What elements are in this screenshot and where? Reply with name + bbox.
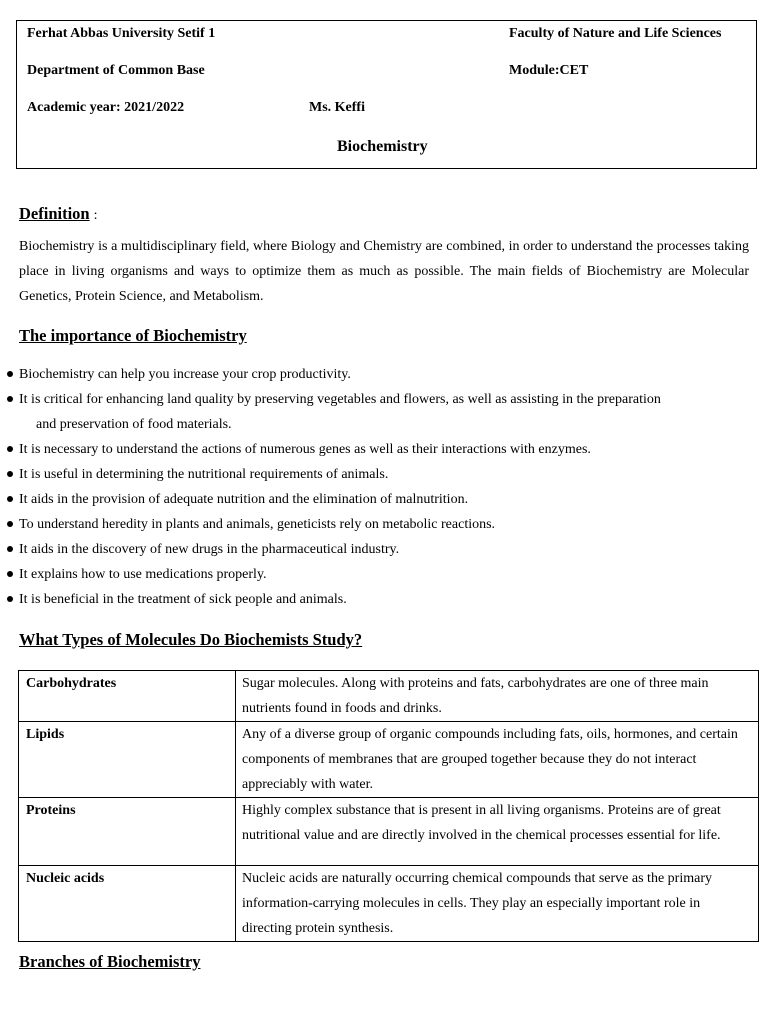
list-item-text: It is beneficial in the treatment of sick people and animals. [19,592,347,607]
table-row [19,866,759,942]
university-name: Ferhat Abbas University Setif 1 [27,26,216,41]
molecule-description: Highly complex substance that is present in all living organisms. Proteins are of great nutritional value and are directly involved in the chemical processes essential for life. [236,798,759,866]
list-item [0,587,749,612]
bullet-icon [7,571,13,577]
molecules-table [18,670,759,942]
molecule-description: Any of a diverse group of organic compounds including fats, oils, hormones, and certain components of membranes that are grouped together because they do not interact appreciably with water. [236,722,759,798]
list-item-text: It explains how to use medications properly. [19,567,267,582]
list-item [0,537,749,562]
header-box [16,20,757,169]
molecules-heading: What Types of Molecules Do Biochemists Study? [19,630,363,649]
bullet-icon [7,521,13,527]
definition-heading-row [19,204,97,224]
bullet-icon [7,496,13,502]
list-item [0,512,749,537]
department-name: Department of Common Base [27,63,205,78]
bullet-icon [7,596,13,602]
list-item [0,387,749,437]
molecule-term: Carbohydrates [19,671,236,722]
table-row [19,798,759,866]
list-item-text: Biochemistry can help you increase your crop productivity. [19,367,351,382]
course-title: Biochemistry [337,138,428,155]
academic-year: Academic year: 2021/2022 [27,100,185,115]
list-item-text-continued: and preservation of food materials. [36,417,232,432]
faculty-name: Faculty of Nature and Life Sciences [509,26,722,41]
bullet-icon [7,546,13,552]
importance-heading: The importance of Biochemistry [19,326,247,345]
molecule-term: Proteins [19,798,236,866]
list-item-text: To understand heredity in plants and animals, geneticists rely on metabolic reactions. [19,517,496,532]
bullet-icon [7,471,13,477]
list-item [0,487,749,512]
list-item-text: It is necessary to understand the actions of numerous genes as well as their interactions with enzymes. [19,442,591,457]
branches-heading: Branches of Biochemistry [19,952,201,971]
list-item [0,562,749,587]
list-item [0,462,749,487]
molecule-term: Nucleic acids [19,866,236,942]
list-item-text: It aids in the discovery of new drugs in the pharmaceutical industry. [19,542,400,557]
importance-list [0,362,768,612]
definition-heading: Definition [19,204,90,223]
list-item-text: It is useful in determining the nutritional requirements of animals. [19,467,389,482]
list-item [0,362,749,387]
list-item-text: It aids in the provision of adequate nutrition and the elimination of malnutrition. [19,492,469,507]
definition-colon: : [93,208,98,223]
bullet-icon [7,446,13,452]
module-name: Module:CET [509,63,589,78]
definition-paragraph: Biochemistry is a multidisciplinary field, where Biology and Chemistry are combined, in order to understand the processes taking place in living organisms and ways to optimize them as much as possible. The main fields of Biochemistry are Molecular Genetics, Protein Science, and Metabolism. [19,239,749,304]
list-item [0,437,749,462]
table-row [19,671,759,722]
table-row [19,722,759,798]
molecule-term: Lipids [19,722,236,798]
bullet-icon [7,371,13,377]
molecule-description: Sugar molecules. Along with proteins and fats, carbohydrates are one of three main nutrients found in foods and drinks. [236,671,759,722]
bullet-icon [7,396,13,402]
teacher-name: Ms. Keffi [309,100,365,115]
list-item-text: It is critical for enhancing land quality by preserving vegetables and flowers, as well as assisting in the preparation [19,392,661,407]
molecule-description: Nucleic acids are naturally occurring chemical compounds that serve as the primary information-carrying molecules in cells. They play an especially important role in directing protein synthesis. [236,866,759,942]
